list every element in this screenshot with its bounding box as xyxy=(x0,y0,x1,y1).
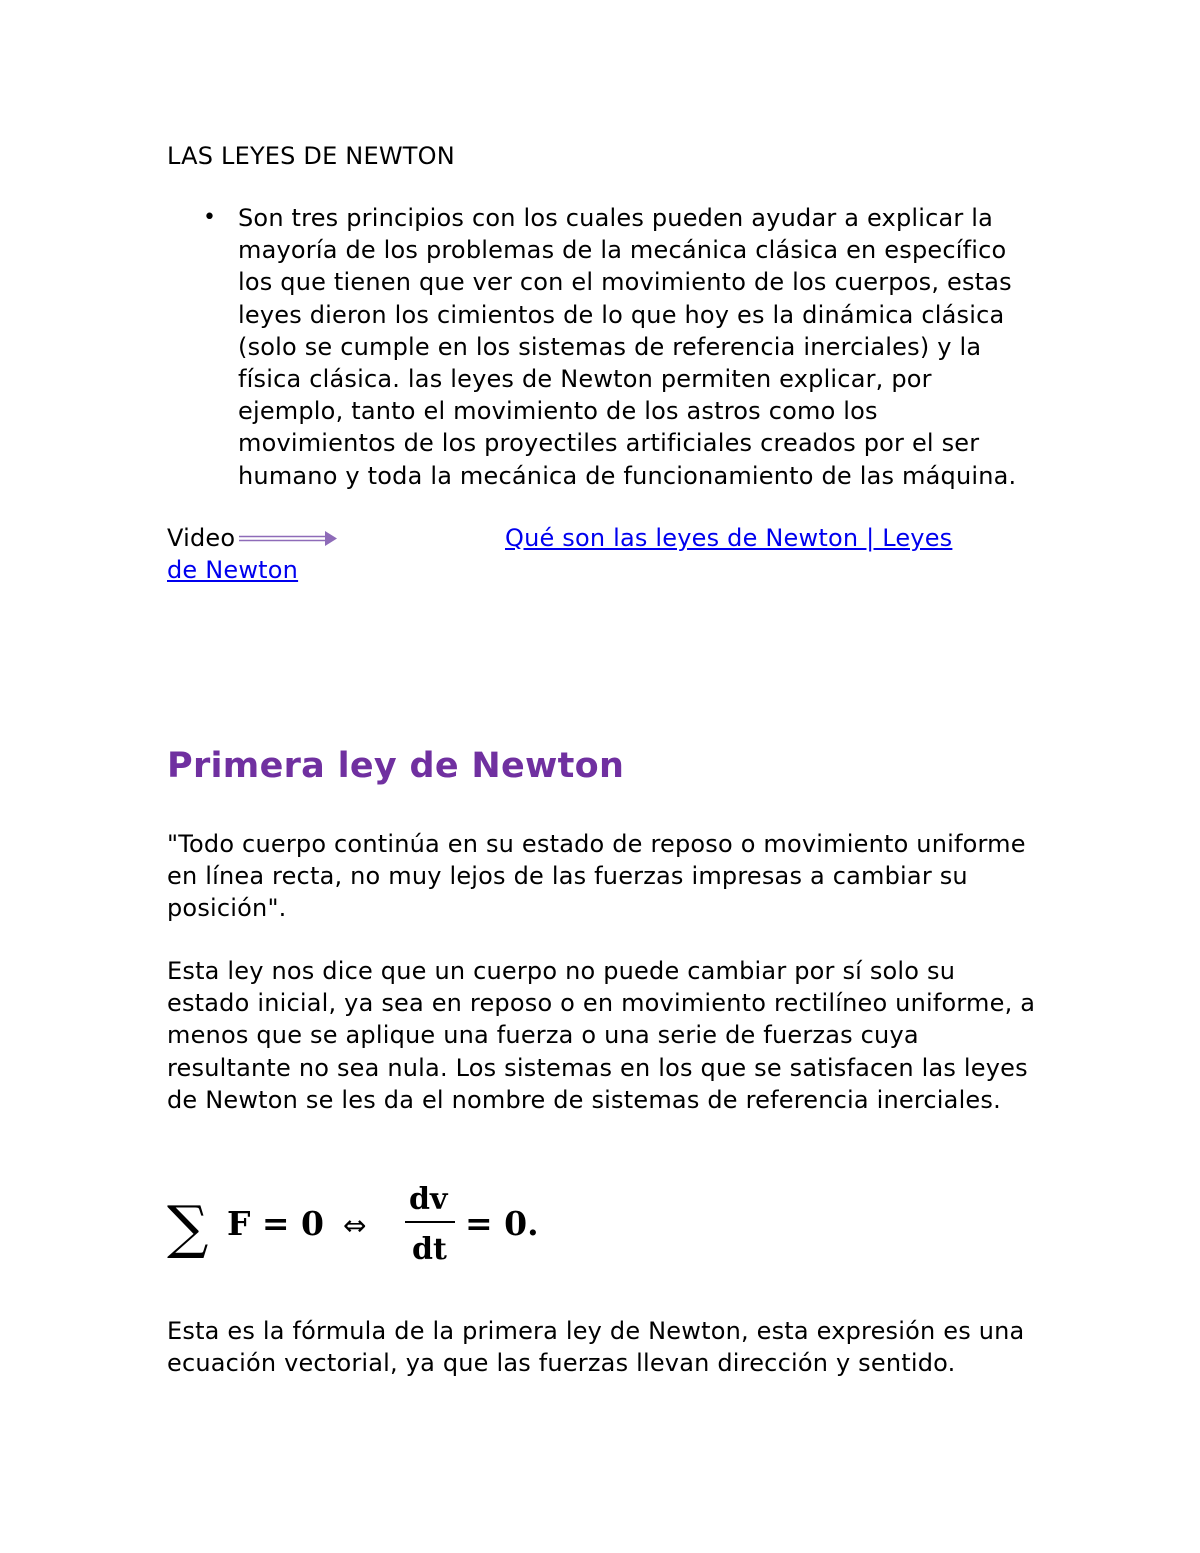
law-explanation: Esta ley nos dice que un cuerpo no puede cambiar por sí solo su estado inicial, ya sea en reposo o en movimiento rectilíneo uniforme, a menos que se aplique una fuerza o una serie de fuerzas cuya resultante no sea nula. Los sistemas en los que se satisfacen las leyes de Newton se les da el nombre de sistemas de referencia inerciales. xyxy=(167,957,1036,1114)
formula-rhs: = 0. xyxy=(465,1204,539,1243)
video-link-continued[interactable]: de Newton xyxy=(167,555,299,584)
document-page xyxy=(167,140,1037,1378)
video-reference xyxy=(167,522,1037,586)
formula-note: Esta es la fórmula de la primera ley de Newton, esta expresión es una ecuación vectorial, ya que las fuerzas llevan dirección y sentido. xyxy=(167,1317,1025,1378)
list-item xyxy=(167,202,1037,492)
formula-lhs: F = 0 xyxy=(227,1204,325,1243)
video-label: Video xyxy=(167,523,236,552)
document-title: LAS LEYES DE NEWTON xyxy=(167,142,455,170)
video-link[interactable]: Qué son las leyes de Newton | Leyes xyxy=(505,523,953,552)
law-quote: "Todo cuerpo continúa en su estado de reposo o movimiento uniforme en línea recta, no muy lejos de las fuerzas impresas a cambiar su posición". xyxy=(167,830,1026,923)
formula-denominator: dt xyxy=(412,1232,447,1267)
first-law-formula xyxy=(167,1175,587,1275)
bullet-marker: • xyxy=(203,205,217,230)
formula-iff: ⇔ xyxy=(343,1209,367,1242)
formula-numerator: dv xyxy=(409,1182,448,1217)
formula-sum: ∑ xyxy=(167,1193,209,1261)
section-heading: Primera ley de Newton xyxy=(167,746,625,786)
bullet-list xyxy=(167,202,1037,492)
right-arrow-icon xyxy=(239,526,339,550)
bullet-text: Son tres principios con los cuales pueden ayudar a explicar la mayoría de los problemas de la mecánica clásica en específico los que tienen que ver con el movimiento de los cuerpos, estas leyes dieron los cimientos de lo que hoy es la dinámica clásica (solo se cumple en los sistemas de referencia inerciales) y la física clásica. las leyes de Newton permiten explicar, por ejemplo, tanto el movimiento de los astros como los movimientos de los proyectiles artificiales creados por el ser humano y toda la mecánica de funcionamiento de las máquina. xyxy=(238,204,1017,490)
